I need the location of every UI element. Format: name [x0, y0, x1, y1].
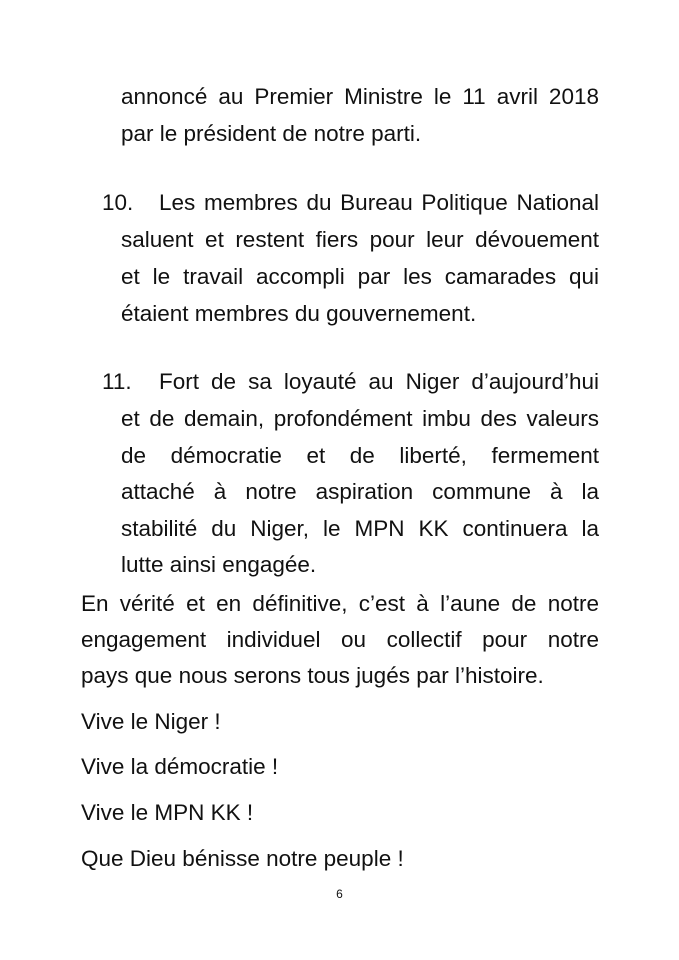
slogan: Vive le MPN KK ! [81, 800, 254, 825]
item-number: 11. [102, 369, 132, 394]
item-line: de démocratie et de liberté, fermement [121, 443, 599, 468]
conclusion-line: pays que nous serons tous jugés par l’histoire. [81, 663, 544, 688]
item-line: étaient membres du gouvernement. [121, 301, 477, 326]
conclusion-line: En vérité et en définitive, c’est à l’aune de notre [81, 591, 599, 616]
slogan: Que Dieu bénisse notre peuple ! [81, 846, 404, 871]
item-line: et le travail accompli par les camarades qui [121, 264, 599, 289]
item-line: et de demain, profondément imbu des valeurs [121, 406, 599, 431]
continuation-line: par le président de notre parti. [121, 121, 422, 146]
item-line: Les membres du Bureau Politique National [159, 190, 599, 215]
conclusion-line: engagement individuel ou collectif pour notre [81, 627, 599, 652]
item-line: lutte ainsi engagée. [121, 552, 317, 577]
continuation-line: annoncé au Premier Ministre le 11 avril 2018 [121, 84, 599, 109]
item-line: saluent et restent fiers pour leur dévouement [121, 227, 599, 252]
slogan: Vive le Niger ! [81, 709, 221, 734]
item-line: stabilité du Niger, le MPN KK continuera la [121, 516, 599, 541]
item-line: attaché à notre aspiration commune à la [121, 479, 599, 504]
page-number: 6 [336, 887, 343, 901]
item-line: Fort de sa loyauté au Niger d’aujourd’hui [159, 369, 599, 394]
item-number: 10. [102, 190, 134, 215]
slogan: Vive la démocratie ! [81, 754, 279, 779]
